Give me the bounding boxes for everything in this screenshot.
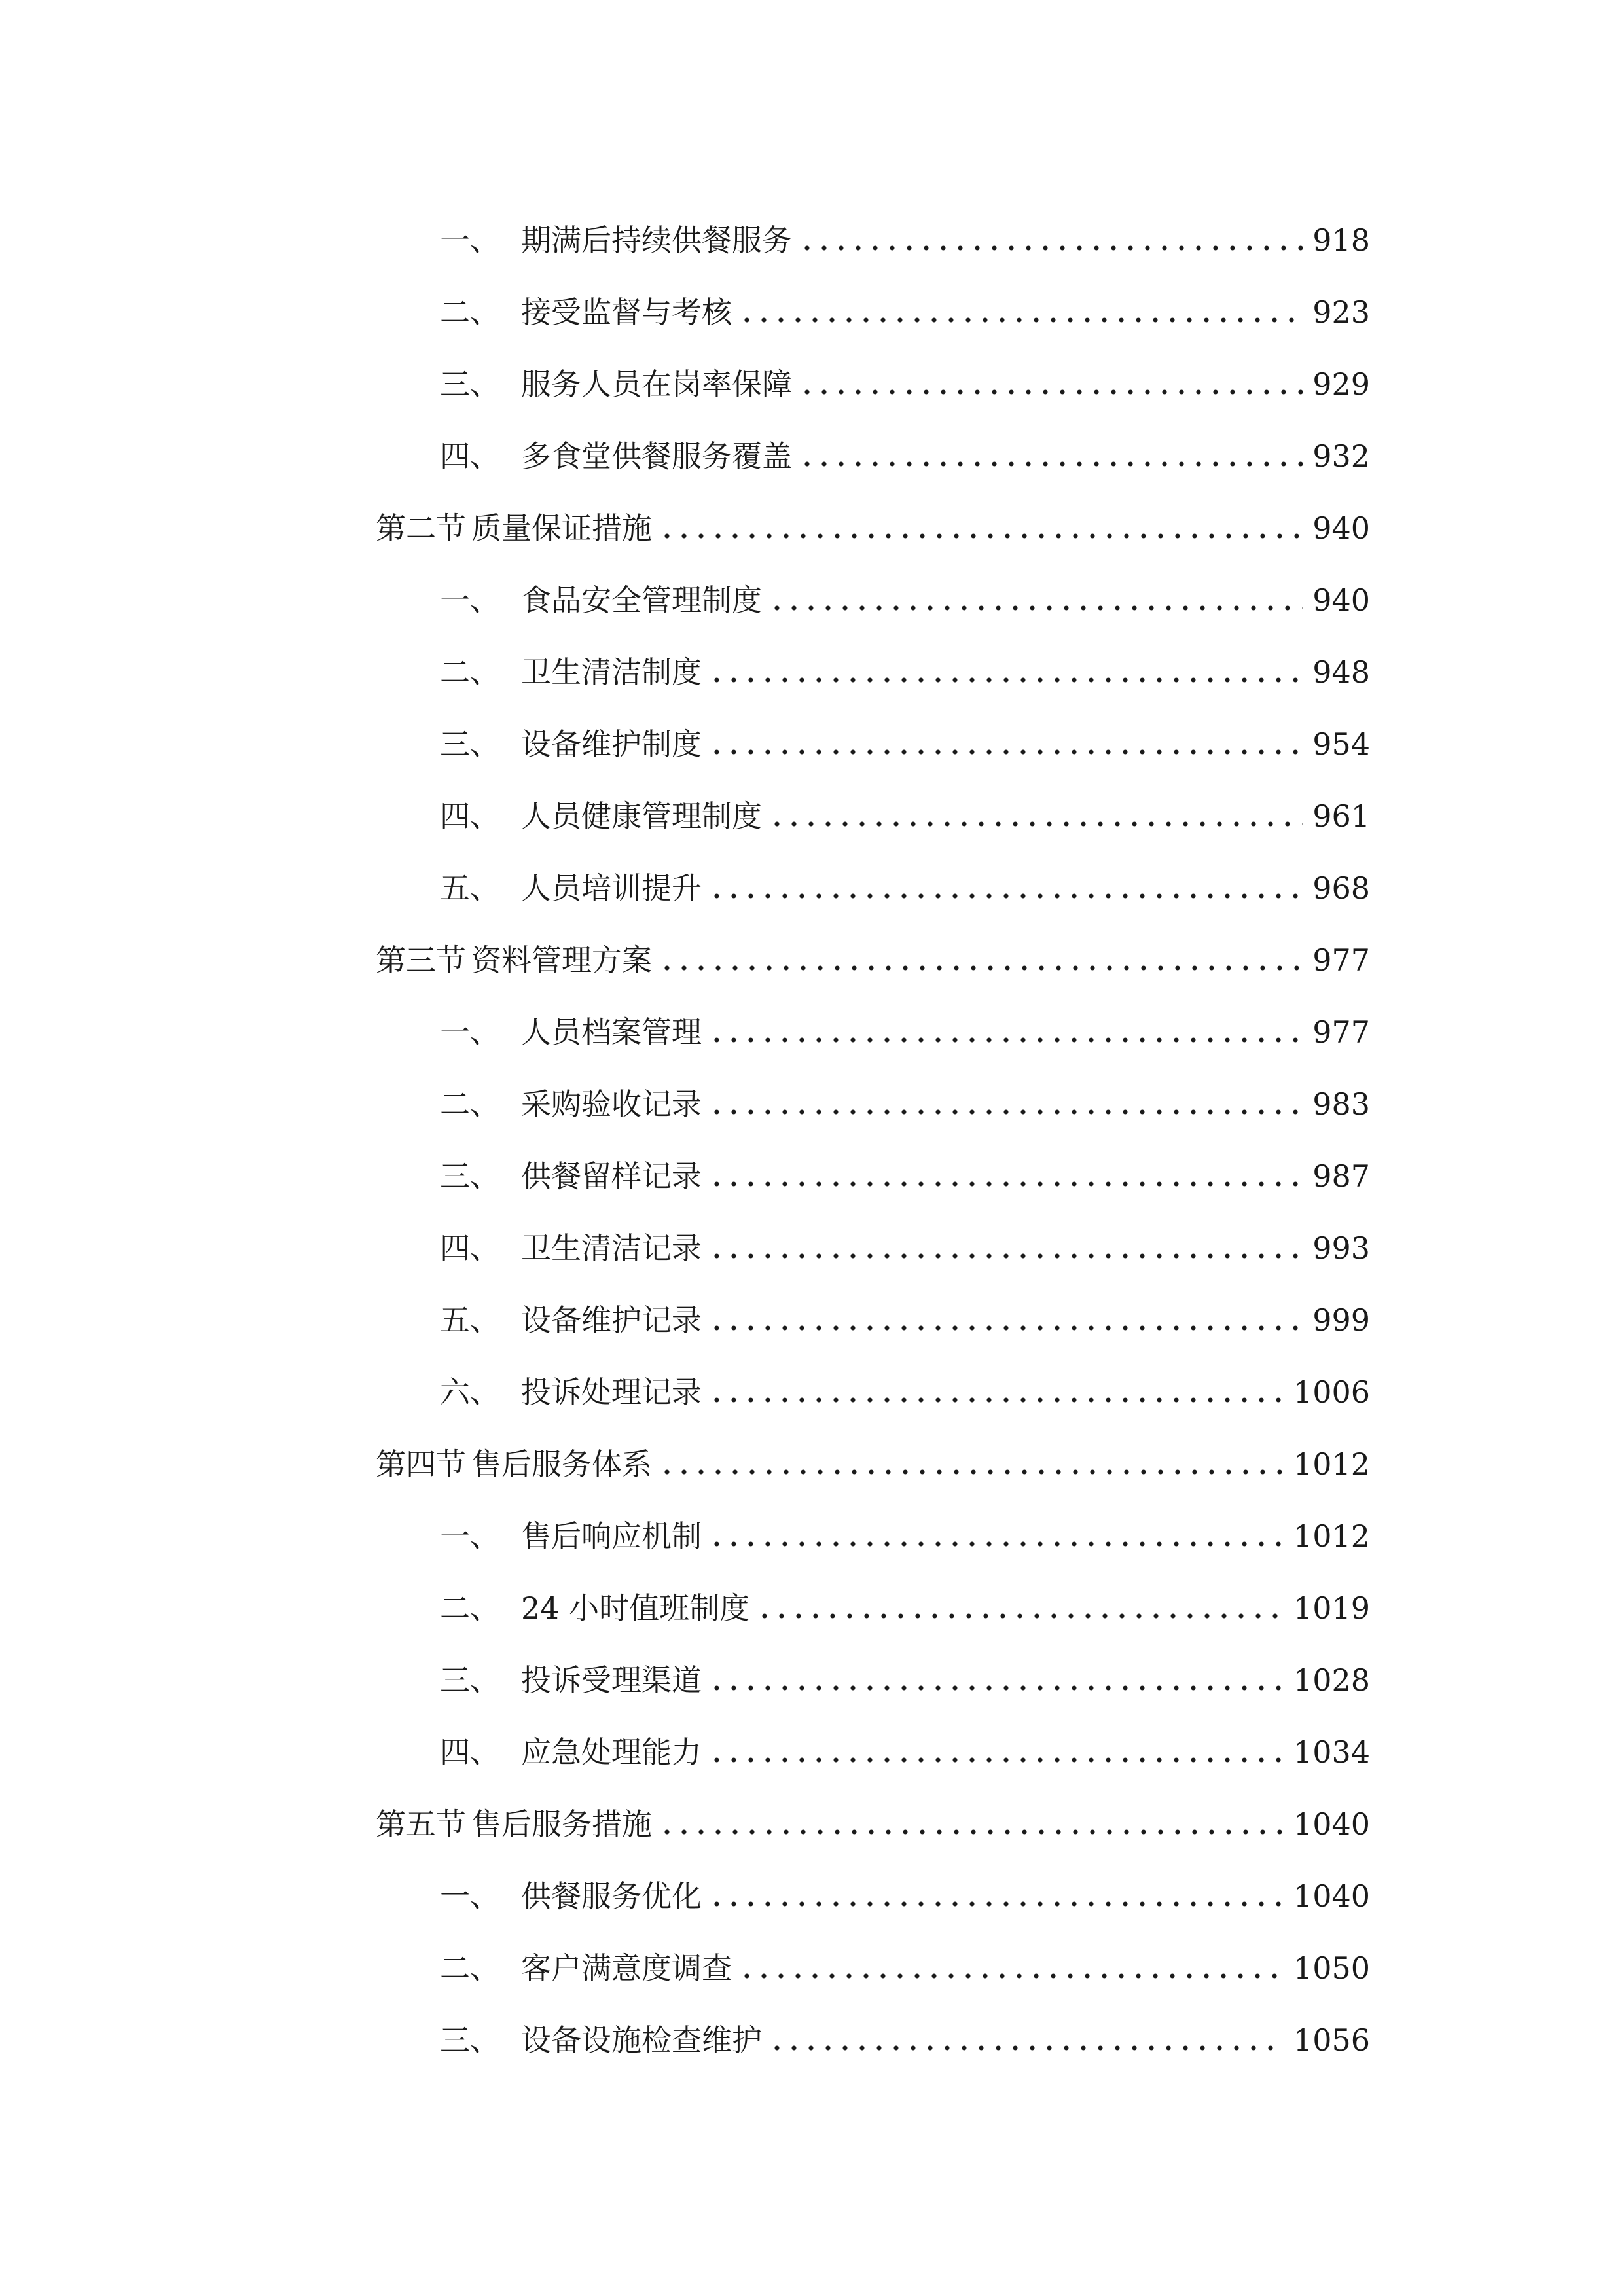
toc-section-number: 第四节 [376, 1446, 466, 1482]
dot-leader [708, 1737, 1284, 1763]
toc-entry[interactable] [440, 419, 1370, 474]
toc-entry-number: 三、 [440, 2022, 500, 2058]
toc-entry-number: 一、 [440, 583, 500, 618]
toc-entry-page: 1028 [1293, 1662, 1370, 1698]
toc-entry[interactable] [440, 1499, 1370, 1554]
toc-section[interactable] [376, 1787, 1370, 1842]
toc-entry-title: 24 小时值班制度 [521, 1590, 750, 1626]
toc-entry-page: 993 [1312, 1230, 1370, 1266]
toc-entry-title: 供餐留样记录 [521, 1158, 702, 1194]
toc-entry-page: 999 [1312, 1302, 1370, 1338]
toc-entry[interactable] [440, 635, 1370, 690]
toc-section-page: 1040 [1293, 1806, 1370, 1842]
toc-section[interactable] [376, 923, 1370, 978]
toc-entry[interactable] [440, 275, 1370, 330]
toc-entry-title: 采购验收记录 [521, 1086, 702, 1122]
dot-leader [659, 945, 1303, 971]
toc-entry-number: 一、 [440, 1878, 500, 1914]
toc-entry-title: 投诉受理渠道 [521, 1662, 702, 1698]
dot-leader [708, 1017, 1303, 1043]
toc-entry-title: 人员健康管理制度 [521, 798, 762, 834]
toc-entry-title: 期满后持续供餐服务 [521, 223, 792, 258]
dot-leader [756, 1593, 1284, 1619]
toc-entry-number: 四、 [440, 1230, 500, 1266]
toc-entry-number: 三、 [440, 1662, 500, 1698]
toc-entry-title: 多食堂供餐服务覆盖 [521, 439, 792, 474]
toc-entry-title: 客户满意度调查 [521, 1950, 732, 1986]
dot-leader [708, 1233, 1303, 1259]
toc-entry-number: 五、 [440, 870, 500, 906]
toc-section-title: 售后服务体系 [471, 1446, 652, 1482]
toc-entry[interactable] [440, 1859, 1370, 1914]
dot-leader [799, 225, 1303, 251]
toc-section-title: 售后服务措施 [471, 1806, 652, 1842]
toc-entry[interactable] [440, 1931, 1370, 1986]
dot-leader [708, 1881, 1284, 1907]
toc-entry[interactable] [440, 2003, 1370, 2058]
dot-leader [708, 1161, 1303, 1187]
toc-entry[interactable] [440, 1211, 1370, 1266]
toc-entry[interactable] [440, 779, 1370, 834]
toc-entry-number: 三、 [440, 1158, 500, 1194]
toc-entry-page: 948 [1312, 655, 1370, 690]
dot-leader [708, 657, 1303, 683]
toc-entry-page: 977 [1312, 1014, 1370, 1050]
toc-section-number: 第二节 [376, 511, 466, 546]
toc-entry[interactable] [440, 1643, 1370, 1698]
dot-leader [738, 1953, 1284, 1979]
toc-entry-title: 人员档案管理 [521, 1014, 702, 1050]
toc-entry[interactable] [440, 1283, 1370, 1338]
dot-leader [708, 729, 1303, 755]
toc-entry-page: 1050 [1293, 1950, 1370, 1986]
toc-entry-title: 人员培训提升 [521, 870, 702, 906]
toc-entry[interactable] [440, 707, 1370, 762]
toc-entry-page: 983 [1312, 1086, 1370, 1122]
toc-entry-number: 二、 [440, 655, 500, 690]
dot-leader [738, 297, 1303, 323]
toc-entry-title: 投诉处理记录 [521, 1374, 702, 1410]
toc-entry[interactable] [440, 995, 1370, 1050]
toc-entry[interactable] [440, 563, 1370, 618]
toc-section[interactable] [376, 491, 1370, 546]
dot-leader [708, 873, 1303, 899]
toc-entry[interactable] [440, 1571, 1370, 1626]
toc-entry-title: 设备设施检查维护 [521, 2022, 762, 2058]
toc-entry[interactable] [440, 347, 1370, 402]
toc-entry-page: 932 [1312, 439, 1370, 474]
toc-entry[interactable] [440, 1067, 1370, 1122]
toc-entry-page: 1056 [1293, 2022, 1370, 2058]
toc-entry-page: 1040 [1293, 1878, 1370, 1914]
toc-entry[interactable] [440, 851, 1370, 906]
toc-entry-page: 923 [1312, 295, 1370, 330]
toc-entry-number: 四、 [440, 1734, 500, 1770]
toc-entry-number: 四、 [440, 798, 500, 834]
toc-entry-page: 954 [1312, 726, 1370, 762]
dot-leader [659, 1449, 1284, 1475]
toc-section-page: 940 [1312, 511, 1370, 546]
toc-entry-title: 设备维护记录 [521, 1302, 702, 1338]
dot-leader [708, 1089, 1303, 1115]
toc-entry-number: 二、 [440, 1950, 500, 1986]
toc-entry-title: 卫生清洁记录 [521, 1230, 702, 1266]
toc-entry[interactable] [440, 1139, 1370, 1194]
toc-entry[interactable] [440, 203, 1370, 258]
toc-section-page: 977 [1312, 942, 1370, 978]
toc-entry-number: 一、 [440, 1014, 500, 1050]
dot-leader [708, 1305, 1303, 1331]
dot-leader [659, 513, 1303, 539]
toc-section-title: 质量保证措施 [471, 511, 652, 546]
toc-entry-title: 食品安全管理制度 [521, 583, 762, 618]
toc-entry-number: 二、 [440, 1086, 500, 1122]
toc-entry-page: 1034 [1293, 1734, 1370, 1770]
toc-entry-page: 1012 [1293, 1518, 1370, 1554]
toc-entry-number: 六、 [440, 1374, 500, 1410]
toc-entry-title: 服务人员在岗率保障 [521, 367, 792, 402]
toc-entry-number: 五、 [440, 1302, 500, 1338]
dot-leader [708, 1377, 1284, 1403]
toc-entry-title: 设备维护制度 [521, 726, 702, 762]
toc-entry-number: 二、 [440, 295, 500, 330]
toc-section-number: 第五节 [376, 1806, 466, 1842]
toc-entry-number: 四、 [440, 439, 500, 474]
dot-leader [799, 369, 1303, 395]
toc-entry-number: 三、 [440, 367, 500, 402]
toc-entry-page: 940 [1312, 583, 1370, 618]
toc-entry-title: 接受监督与考核 [521, 295, 732, 330]
toc-entry-title: 供餐服务优化 [521, 1878, 702, 1914]
toc-entry-number: 一、 [440, 223, 500, 258]
toc-section[interactable] [376, 1427, 1370, 1482]
dot-leader [768, 585, 1303, 611]
dot-leader [768, 2025, 1284, 2051]
toc-entry-page: 1019 [1293, 1590, 1370, 1626]
toc-entry-page: 961 [1312, 798, 1370, 834]
toc-entry-page: 987 [1312, 1158, 1370, 1194]
toc-entry[interactable] [440, 1715, 1370, 1770]
toc-entry-title: 卫生清洁制度 [521, 655, 702, 690]
toc-section-page: 1012 [1293, 1446, 1370, 1482]
toc-entry-page: 918 [1312, 223, 1370, 258]
dot-leader [768, 801, 1303, 827]
dot-leader [708, 1521, 1284, 1547]
dot-leader [708, 1665, 1284, 1691]
toc-entry[interactable] [440, 1355, 1370, 1410]
toc-entry-page: 1006 [1293, 1374, 1370, 1410]
dot-leader [799, 441, 1303, 467]
toc-entry-title: 售后响应机制 [521, 1518, 702, 1554]
toc-entry-title: 应急处理能力 [521, 1734, 702, 1770]
toc-entry-number: 二、 [440, 1590, 500, 1626]
toc-entry-page: 968 [1312, 870, 1370, 906]
toc-section-number: 第三节 [376, 942, 466, 978]
toc-entry-number: 一、 [440, 1518, 500, 1554]
toc-entry-number: 三、 [440, 726, 500, 762]
toc-section-title: 资料管理方案 [471, 942, 652, 978]
toc-entry-page: 929 [1312, 367, 1370, 402]
dot-leader [659, 1809, 1284, 1835]
